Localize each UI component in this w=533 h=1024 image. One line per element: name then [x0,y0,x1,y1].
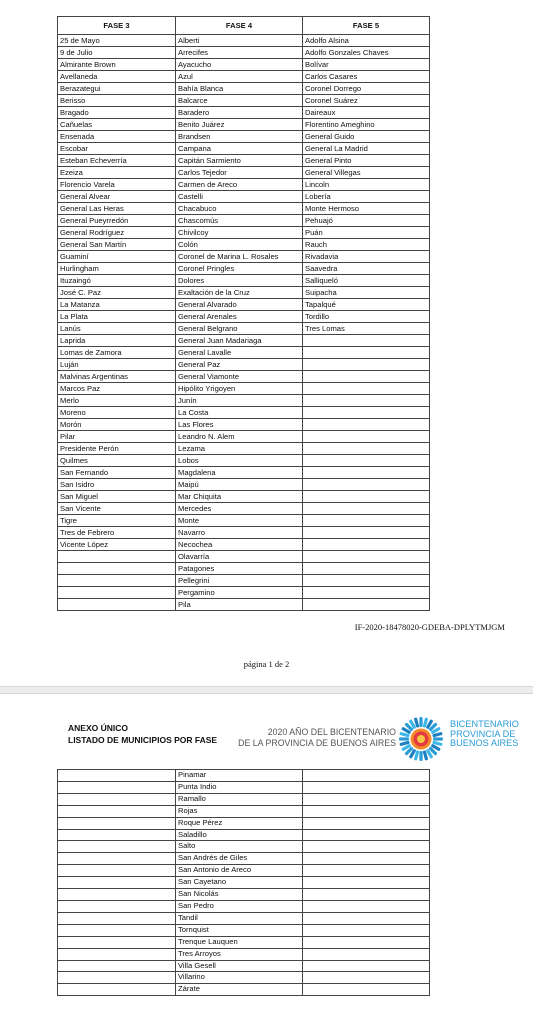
table-row [58,551,430,563]
table-row [58,107,430,119]
table-cell: Brandsen [176,131,303,143]
table-cell: Avellaneda [58,71,176,83]
table-cell: Saladillo [176,829,303,841]
table-cell [303,479,430,491]
table-row [58,179,430,191]
header-fase-5: FASE 5 [303,17,430,35]
table-cell: Tres Arroyos [176,948,303,960]
table-cell: José C. Paz [58,287,176,299]
table-cell: Olavarría [176,551,303,563]
table-cell [303,455,430,467]
table-cell: Merlo [58,395,176,407]
table-row [58,203,430,215]
bicentenario-logo-text [450,720,519,749]
table-cell: Salliqueló [303,275,430,287]
table-row [58,143,430,155]
table-cell: Tigre [58,515,176,527]
table-cell [303,503,430,515]
table-cell [303,527,430,539]
table-row [58,311,430,323]
table-cell: Alberti [176,35,303,47]
table-cell [303,960,430,972]
table-cell: San Nicolás [176,889,303,901]
table-cell: Coronel Suárez [303,95,430,107]
table-row [58,515,430,527]
table-cell [303,770,430,782]
table-cell: San Andrés de Giles [176,853,303,865]
table-cell: General Pueyrredón [58,215,176,227]
table-cell: Las Flores [176,419,303,431]
table-cell: Berazategui [58,83,176,95]
table-cell: General Las Heras [58,203,176,215]
table-cell: Lincoln [303,179,430,191]
table-cell: Bahía Blanca [176,83,303,95]
table-cell: Carlos Casares [303,71,430,83]
table-row [58,287,430,299]
table-cell [303,924,430,936]
table-cell: Laprida [58,335,176,347]
table-cell [58,563,176,575]
table-cell [303,407,430,419]
table-cell: Patagones [176,563,303,575]
table-cell: Tres Lomas [303,323,430,335]
table-cell: Malvinas Argentinas [58,371,176,383]
table-cell [303,829,430,841]
table-cell [58,829,176,841]
table-cell [58,817,176,829]
table-cell [58,853,176,865]
table-row [58,900,430,912]
table-cell: Lezama [176,443,303,455]
table-cell: Pilar [58,431,176,443]
table-cell [58,900,176,912]
table-cell: Hipólito Yrigoyen [176,383,303,395]
table-cell: 9 de Julio [58,47,176,59]
table-cell [303,781,430,793]
table-cell [303,371,430,383]
table-cell: General Rodríguez [58,227,176,239]
table-cell: Adolfo Gonzales Chaves [303,47,430,59]
table-cell: San Fernando [58,467,176,479]
table-cell [58,877,176,889]
document-id: IF-2020-18478020-GDEBA-DPLYTMJGM [354,622,505,632]
table-cell: Tordillo [303,311,430,323]
table-cell: Baradero [176,107,303,119]
table-cell: General La Madrid [303,143,430,155]
table-cell: Bolívar [303,59,430,71]
table-cell: Villa Gesell [176,960,303,972]
table-cell [303,912,430,924]
table-row [58,936,430,948]
table-cell: Almirante Brown [58,59,176,71]
table-cell: General Alvear [58,191,176,203]
table-cell: General Paz [176,359,303,371]
table-cell: Lobos [176,455,303,467]
table-row [58,841,430,853]
table-cell: Monte Hermoso [303,203,430,215]
table-cell: Ituzaingó [58,275,176,287]
table-cell [303,383,430,395]
table-cell: Saavedra [303,263,430,275]
table-cell: La Plata [58,311,176,323]
logo-text-line-1: BICENTENARIO [450,719,519,729]
table-cell: Pergamino [176,587,303,599]
table-row [58,960,430,972]
table-row [58,853,430,865]
table-cell: Chivilcoy [176,227,303,239]
table-cell [303,443,430,455]
table-cell [303,359,430,371]
table-cell: Florentino Ameghino [303,119,430,131]
table-row [58,781,430,793]
table-cell [303,347,430,359]
table-row [58,35,430,47]
table-row [58,275,430,287]
header-fase-3: FASE 3 [58,17,176,35]
table-row [58,239,430,251]
table-cell [58,936,176,948]
table-cell [58,805,176,817]
table-cell: Lobería [303,191,430,203]
table-cell: San Cayetano [176,877,303,889]
table-cell [303,900,430,912]
table-row [58,323,430,335]
table-cell [58,912,176,924]
page-number: página 1 de 2 [243,659,290,669]
table-cell [58,924,176,936]
table-cell [58,770,176,782]
table-cell: Campana [176,143,303,155]
table-cell: General Guido [303,131,430,143]
table-cell [303,817,430,829]
bicentenario-sun-logo-icon [398,716,444,762]
table-cell [303,805,430,817]
table-row [58,395,430,407]
table-cell: San Vicente [58,503,176,515]
bicentenario-caption [236,727,396,749]
table-row [58,83,430,95]
table-cell [58,960,176,972]
table-cell: Pellegrini [176,575,303,587]
table-cell: Lanús [58,323,176,335]
table-row [58,829,430,841]
table-cell: Colón [176,239,303,251]
table-row [58,47,430,59]
table-cell: Marcos Paz [58,383,176,395]
table-cell: Daireaux [303,107,430,119]
table-cell: 25 de Mayo [58,35,176,47]
table-cell: Ramallo [176,793,303,805]
table-cell: Adolfo Alsina [303,35,430,47]
table-cell: Suipacha [303,287,430,299]
table-cell: General Viamonte [176,371,303,383]
table-cell: Vicente López [58,539,176,551]
annex-title-line-2: LISTADO DE MUNICIPIOS POR FASE [68,735,218,745]
header-fase-4: FASE 4 [176,17,303,35]
table-row [58,793,430,805]
table-cell [303,936,430,948]
table-cell: Morón [58,419,176,431]
table-cell: Castelli [176,191,303,203]
table-cell: Ensenada [58,131,176,143]
table-cell: Roque Pérez [176,817,303,829]
table-cell: Pehuajó [303,215,430,227]
table-row [58,407,430,419]
table-cell [303,335,430,347]
table-cell [58,551,176,563]
table-row [58,587,430,599]
table-cell: Carmen de Areco [176,179,303,191]
table-cell [303,853,430,865]
table-cell: Cañuelas [58,119,176,131]
table-row [58,972,430,984]
table-row [58,431,430,443]
table-row [58,359,430,371]
table-row [58,924,430,936]
table-cell [303,563,430,575]
table-cell [58,793,176,805]
table-row [58,865,430,877]
table-cell: General Villegas [303,167,430,179]
phase-table-page-1 [57,16,430,611]
table-row [58,131,430,143]
table-row [58,563,430,575]
table-cell: Balcarce [176,95,303,107]
table-cell: Benito Juárez [176,119,303,131]
table-cell: General Pinto [303,155,430,167]
table-cell: Villarino [176,972,303,984]
table-cell [303,515,430,527]
table-cell: Lomas de Zamora [58,347,176,359]
table-cell: San Miguel [58,491,176,503]
table-cell: Magdalena [176,467,303,479]
table-row [58,119,430,131]
table-cell: Necochea [176,539,303,551]
table-cell: Carlos Tejedor [176,167,303,179]
table-row [58,227,430,239]
table-cell [303,431,430,443]
table-cell: Tapalqué [303,299,430,311]
table-cell: Leandro N. Alem [176,431,303,443]
table-cell [303,467,430,479]
table-cell: Coronel Dorrego [303,83,430,95]
table-row [58,251,430,263]
table-row [58,155,430,167]
table-cell [303,575,430,587]
logo-text-line-2: PROVINCIA DE [450,728,516,739]
table-cell [303,419,430,431]
table-cell: Bragado [58,107,176,119]
table-cell: General San Martín [58,239,176,251]
table-cell [58,587,176,599]
table-row [58,948,430,960]
table-cell [58,948,176,960]
table-cell: Esteban Echeverría [58,155,176,167]
table-row [58,599,430,611]
table-row [58,575,430,587]
table-cell [58,984,176,996]
table-row [58,889,430,901]
table-row [58,383,430,395]
table-cell [58,889,176,901]
table-cell [303,948,430,960]
table-cell: Arrecifes [176,47,303,59]
table-cell: Luján [58,359,176,371]
table-row [58,817,430,829]
document-page-2 [0,694,533,1024]
table-cell: General Belgrano [176,323,303,335]
table-row [58,371,430,383]
table-row [58,59,430,71]
table-cell: Azul [176,71,303,83]
table-cell: San Isidro [58,479,176,491]
table-cell: Punta Indio [176,781,303,793]
table-cell: Tres de Febrero [58,527,176,539]
table-cell [303,865,430,877]
table-cell: Mercedes [176,503,303,515]
table-cell: General Juan Madariaga [176,335,303,347]
table-cell: Ezeiza [58,167,176,179]
table-row [58,491,430,503]
table-cell: Florencio Varela [58,179,176,191]
table-cell: San Antonio de Areco [176,865,303,877]
table-cell: Junín [176,395,303,407]
table-row [58,527,430,539]
table-cell: Tornquist [176,924,303,936]
table-cell [303,877,430,889]
table-cell: Coronel Pringles [176,263,303,275]
table-cell: Trenque Lauquen [176,936,303,948]
page-separator [0,686,533,694]
table-cell: Pinamar [176,770,303,782]
table-cell [303,889,430,901]
table-cell: Guaminí [58,251,176,263]
table-cell [303,551,430,563]
table-row [58,299,430,311]
table-row [58,443,430,455]
table-cell [303,491,430,503]
table-cell [303,395,430,407]
table-cell [303,587,430,599]
table-cell: Coronel de Marina L. Rosales [176,251,303,263]
table-cell [303,793,430,805]
table-cell: Escobar [58,143,176,155]
table-cell: Monte [176,515,303,527]
table-cell: General Alvarado [176,299,303,311]
table-row [58,984,430,996]
table-cell: Mar Chiquita [176,491,303,503]
table-cell [303,599,430,611]
table-cell: Chascomús [176,215,303,227]
table-cell: General Arenales [176,311,303,323]
table-cell: Moreno [58,407,176,419]
table-row [58,263,430,275]
annex-title-line-1: ANEXO ÚNICO [68,723,128,733]
table-row [58,479,430,491]
table-cell [58,599,176,611]
table-cell: Zárate [176,984,303,996]
table-row [58,347,430,359]
table-cell: Quilmes [58,455,176,467]
table-cell: Rivadavia [303,251,430,263]
table-row [58,539,430,551]
table-row [58,503,430,515]
table-cell: Tandil [176,912,303,924]
table-cell: Presidente Perón [58,443,176,455]
table-cell: La Matanza [58,299,176,311]
table-cell: Rojas [176,805,303,817]
table-row [58,877,430,889]
table-cell [303,972,430,984]
table-cell: Pila [176,599,303,611]
annex-title [68,722,217,746]
table-row [58,455,430,467]
table-cell: Navarro [176,527,303,539]
table-cell [303,841,430,853]
table-cell: La Costa [176,407,303,419]
table-cell: Puán [303,227,430,239]
table-cell: Maipú [176,479,303,491]
table-cell: Salto [176,841,303,853]
table-row [58,71,430,83]
table-row [58,912,430,924]
table-cell [58,972,176,984]
table-cell: Chacabuco [176,203,303,215]
bicentenario-line-1: 2020 AÑO DEL BICENTENARIO [267,727,396,737]
table-cell [58,575,176,587]
table-cell [58,781,176,793]
table-cell: Dolores [176,275,303,287]
logo-text-line-3: BUENOS AIRES [450,738,519,748]
bicentenario-line-2: DE LA PROVINCIA DE BUENOS AIRES [238,738,396,748]
table-cell: Exaltación de la Cruz [176,287,303,299]
table-cell: Ayacucho [176,59,303,71]
table-cell: General Lavalle [176,347,303,359]
table-cell [58,865,176,877]
table-row [58,335,430,347]
table-row [58,191,430,203]
table-cell [58,841,176,853]
table-cell: Berisso [58,95,176,107]
table-cell [303,984,430,996]
table-cell: Hurlingham [58,263,176,275]
table-row [58,215,430,227]
table-row [58,419,430,431]
table-cell: Capitán Sarmiento [176,155,303,167]
table-row [58,167,430,179]
table-cell [303,539,430,551]
table-header-row [58,17,430,35]
table-row [58,467,430,479]
table-row [58,805,430,817]
table-row [58,770,430,782]
table-cell: Rauch [303,239,430,251]
table-row [58,95,430,107]
phase-table-page-2 [57,769,430,996]
table-cell: San Pedro [176,900,303,912]
